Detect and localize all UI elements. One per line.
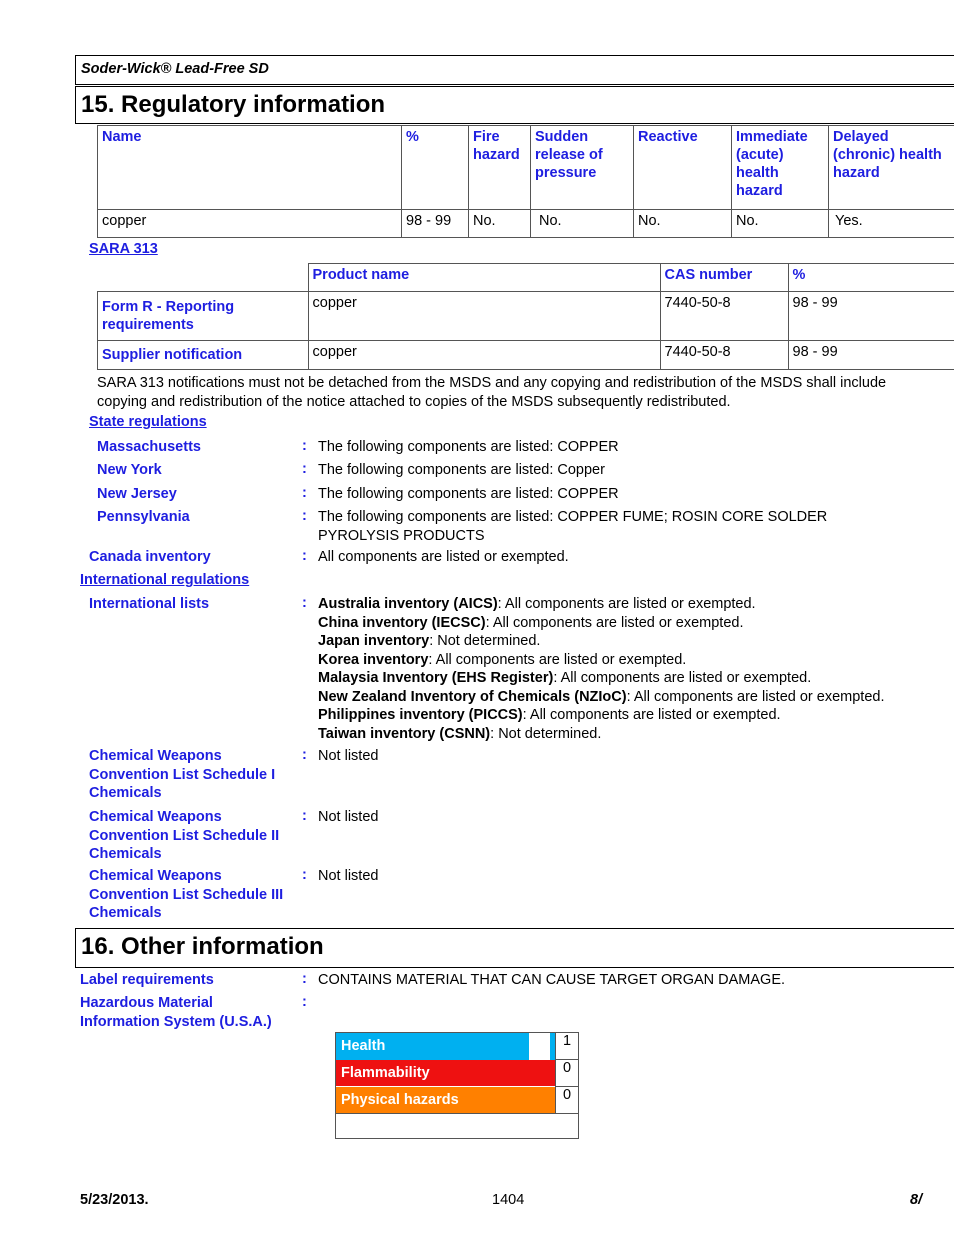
canada-inventory-label: Canada inventory (89, 549, 211, 565)
sara-313-table (97, 263, 954, 370)
list-item: Taiwan inventory (CSNN): Not determined. (318, 725, 602, 742)
hmis-colon: : (302, 994, 307, 1010)
table-row (98, 341, 954, 370)
list-item: Japan inventory: Not determined. (318, 633, 541, 649)
hazard-header-reactive: Reactive (634, 126, 732, 210)
state-colon: : (302, 508, 307, 524)
sara-row-product: copper (308, 292, 660, 341)
chem-weapons-schedule-3-label: Chemical Weapons Convention List Schedule III Chemicals (89, 868, 284, 921)
hmis-flammability-value: 0 (555, 1060, 578, 1087)
state-value-new-york: The following components are listed: Copper (318, 462, 605, 478)
hazard-table-header-row (98, 126, 954, 210)
international-lists (318, 595, 954, 743)
state-value-new-jersey: The following components are listed: COPPER (318, 486, 619, 502)
footer-date: 5/23/2013. (80, 1192, 149, 1208)
sara-row-label: Supplier notification (98, 341, 309, 370)
hazard-cell-fire: No. (469, 210, 531, 238)
hmis-flammability-label: Flammability (336, 1060, 555, 1086)
label-requirements-value: CONTAINS MATERIAL THAT CAN CAUSE TARGET ORGAN DAMAGE. (318, 972, 786, 988)
hmis-health-label: Health (336, 1033, 529, 1060)
sara-row-cas: 7440-50-8 (660, 292, 788, 341)
hazard-header-fire: Fire hazard (469, 126, 531, 210)
footer-page: 8/ (910, 1192, 923, 1208)
hazard-header-percent: % (402, 126, 469, 210)
table-row (98, 210, 954, 238)
sara-row-cas: 7440-50-8 (660, 341, 788, 370)
state-regulations-heading[interactable]: State regulations (89, 414, 207, 430)
state-colon: : (302, 461, 307, 477)
sara-313-heading[interactable]: SARA 313 (89, 241, 158, 257)
hazard-header-acute: Immediate (acute) health hazard (732, 126, 829, 210)
section-15-title: 15. Regulatory information (81, 91, 386, 118)
chem-weapons-schedule-1-label: Chemical Weapons Convention List Schedule I Chemicals (89, 748, 276, 801)
international-regulations-heading[interactable]: International regulations (80, 572, 250, 588)
hmis-divider (336, 1113, 577, 1114)
list-item: Philippines inventory (PICCS): All components are listed or exempted. (318, 707, 781, 723)
table-row (98, 292, 954, 341)
hmis-physical-label: Physical hazards (336, 1087, 555, 1113)
state-label-new-york: New York (97, 462, 162, 478)
product-title: Soder-Wick® Lead-Free SD (81, 61, 269, 77)
list-item: Korea inventory: All components are listed or exempted. (318, 651, 687, 668)
state-value-pennsylvania: The following components are listed: COPPER FUME; ROSIN CORE SOLDER PYROLYSIS PRODUCTS (318, 509, 828, 544)
state-colon: : (302, 438, 307, 454)
international-colon: : (302, 595, 307, 611)
hazard-header-sudden: Sudden release of pressure (531, 126, 634, 210)
state-colon: : (302, 485, 307, 501)
hazard-cell-acute: No. (732, 210, 829, 238)
list-item: New Zealand Inventory of Chemicals (NZIoC): All components are listed or exempted. (318, 688, 885, 705)
sara-header-row (98, 264, 954, 292)
product-header (75, 55, 954, 85)
state-value-massachusetts: The following components are listed: COPPER (318, 439, 619, 455)
international-lists-label: International lists (89, 596, 210, 612)
hmis-health-value: 1 (555, 1033, 578, 1060)
state-label-massachusetts: Massachusetts (97, 439, 201, 455)
list-item: China inventory (IECSC): All components are listed or exempted. (318, 614, 744, 631)
chem-weapons-colon: : (302, 747, 307, 763)
hazard-cell-percent: 98 - 99 (402, 210, 469, 238)
sara-row-product: copper (308, 341, 660, 370)
chem-weapons-schedule-2-value: Not listed (318, 809, 379, 825)
state-label-pennsylvania: Pennsylvania (97, 509, 190, 525)
hazard-table (97, 125, 954, 238)
sara-header-cas: CAS number (660, 264, 788, 292)
hazard-cell-name: copper (98, 210, 402, 238)
hazard-cell-chronic: Yes. (829, 210, 954, 238)
sara-header-product: Product name (308, 264, 660, 292)
hazard-cell-sudden: No. (531, 210, 634, 238)
chem-weapons-schedule-3-value: Not listed (318, 868, 379, 884)
canada-inventory-value: All components are listed or exempted. (318, 549, 569, 565)
section-16-header (75, 928, 954, 968)
chem-weapons-schedule-2-label: Chemical Weapons Convention List Schedule II Chemicals (89, 809, 280, 862)
list-item: Malaysia Inventory (EHS Register): All components are listed or exempted. (318, 670, 812, 686)
chem-weapons-schedule-1-value: Not listed (318, 748, 379, 764)
label-requirements-colon: : (302, 971, 307, 987)
hmis-health-swatch-white (529, 1033, 550, 1060)
label-requirements-label: Label requirements (80, 972, 214, 988)
hmis-label: Hazardous Material Information System (U.S.A.) (80, 995, 272, 1030)
chem-weapons-colon: : (302, 867, 307, 883)
sara-header-percent: % (788, 264, 954, 292)
hmis-physical-value: 0 (555, 1087, 578, 1114)
sara-row-percent: 98 - 99 (788, 341, 954, 370)
sara-header-blank (98, 264, 309, 292)
footer-code: 1404 (492, 1192, 525, 1208)
hazard-header-chronic: Delayed (chronic) health hazard (829, 126, 954, 210)
list-item: Australia inventory (AICS): All components are listed or exempted. (318, 596, 756, 612)
sara-row-percent: 98 - 99 (788, 292, 954, 341)
sara-313-note: SARA 313 notifications must not be detached from the MSDS and any copying and redistribution of the MSDS shall include copying and redistribution of the notice attached to copies of the MSDS subsequently redistributed. (97, 375, 887, 410)
section-16-title: 16. Other information (81, 933, 324, 960)
chem-weapons-colon: : (302, 808, 307, 824)
section-15-header (75, 86, 954, 124)
hazard-cell-reactive: No. (634, 210, 732, 238)
hazard-header-name: Name (98, 126, 402, 210)
canada-colon: : (302, 548, 307, 564)
sara-row-label: Form R - Reporting requirements (98, 292, 309, 341)
state-label-new-jersey: New Jersey (97, 486, 177, 502)
